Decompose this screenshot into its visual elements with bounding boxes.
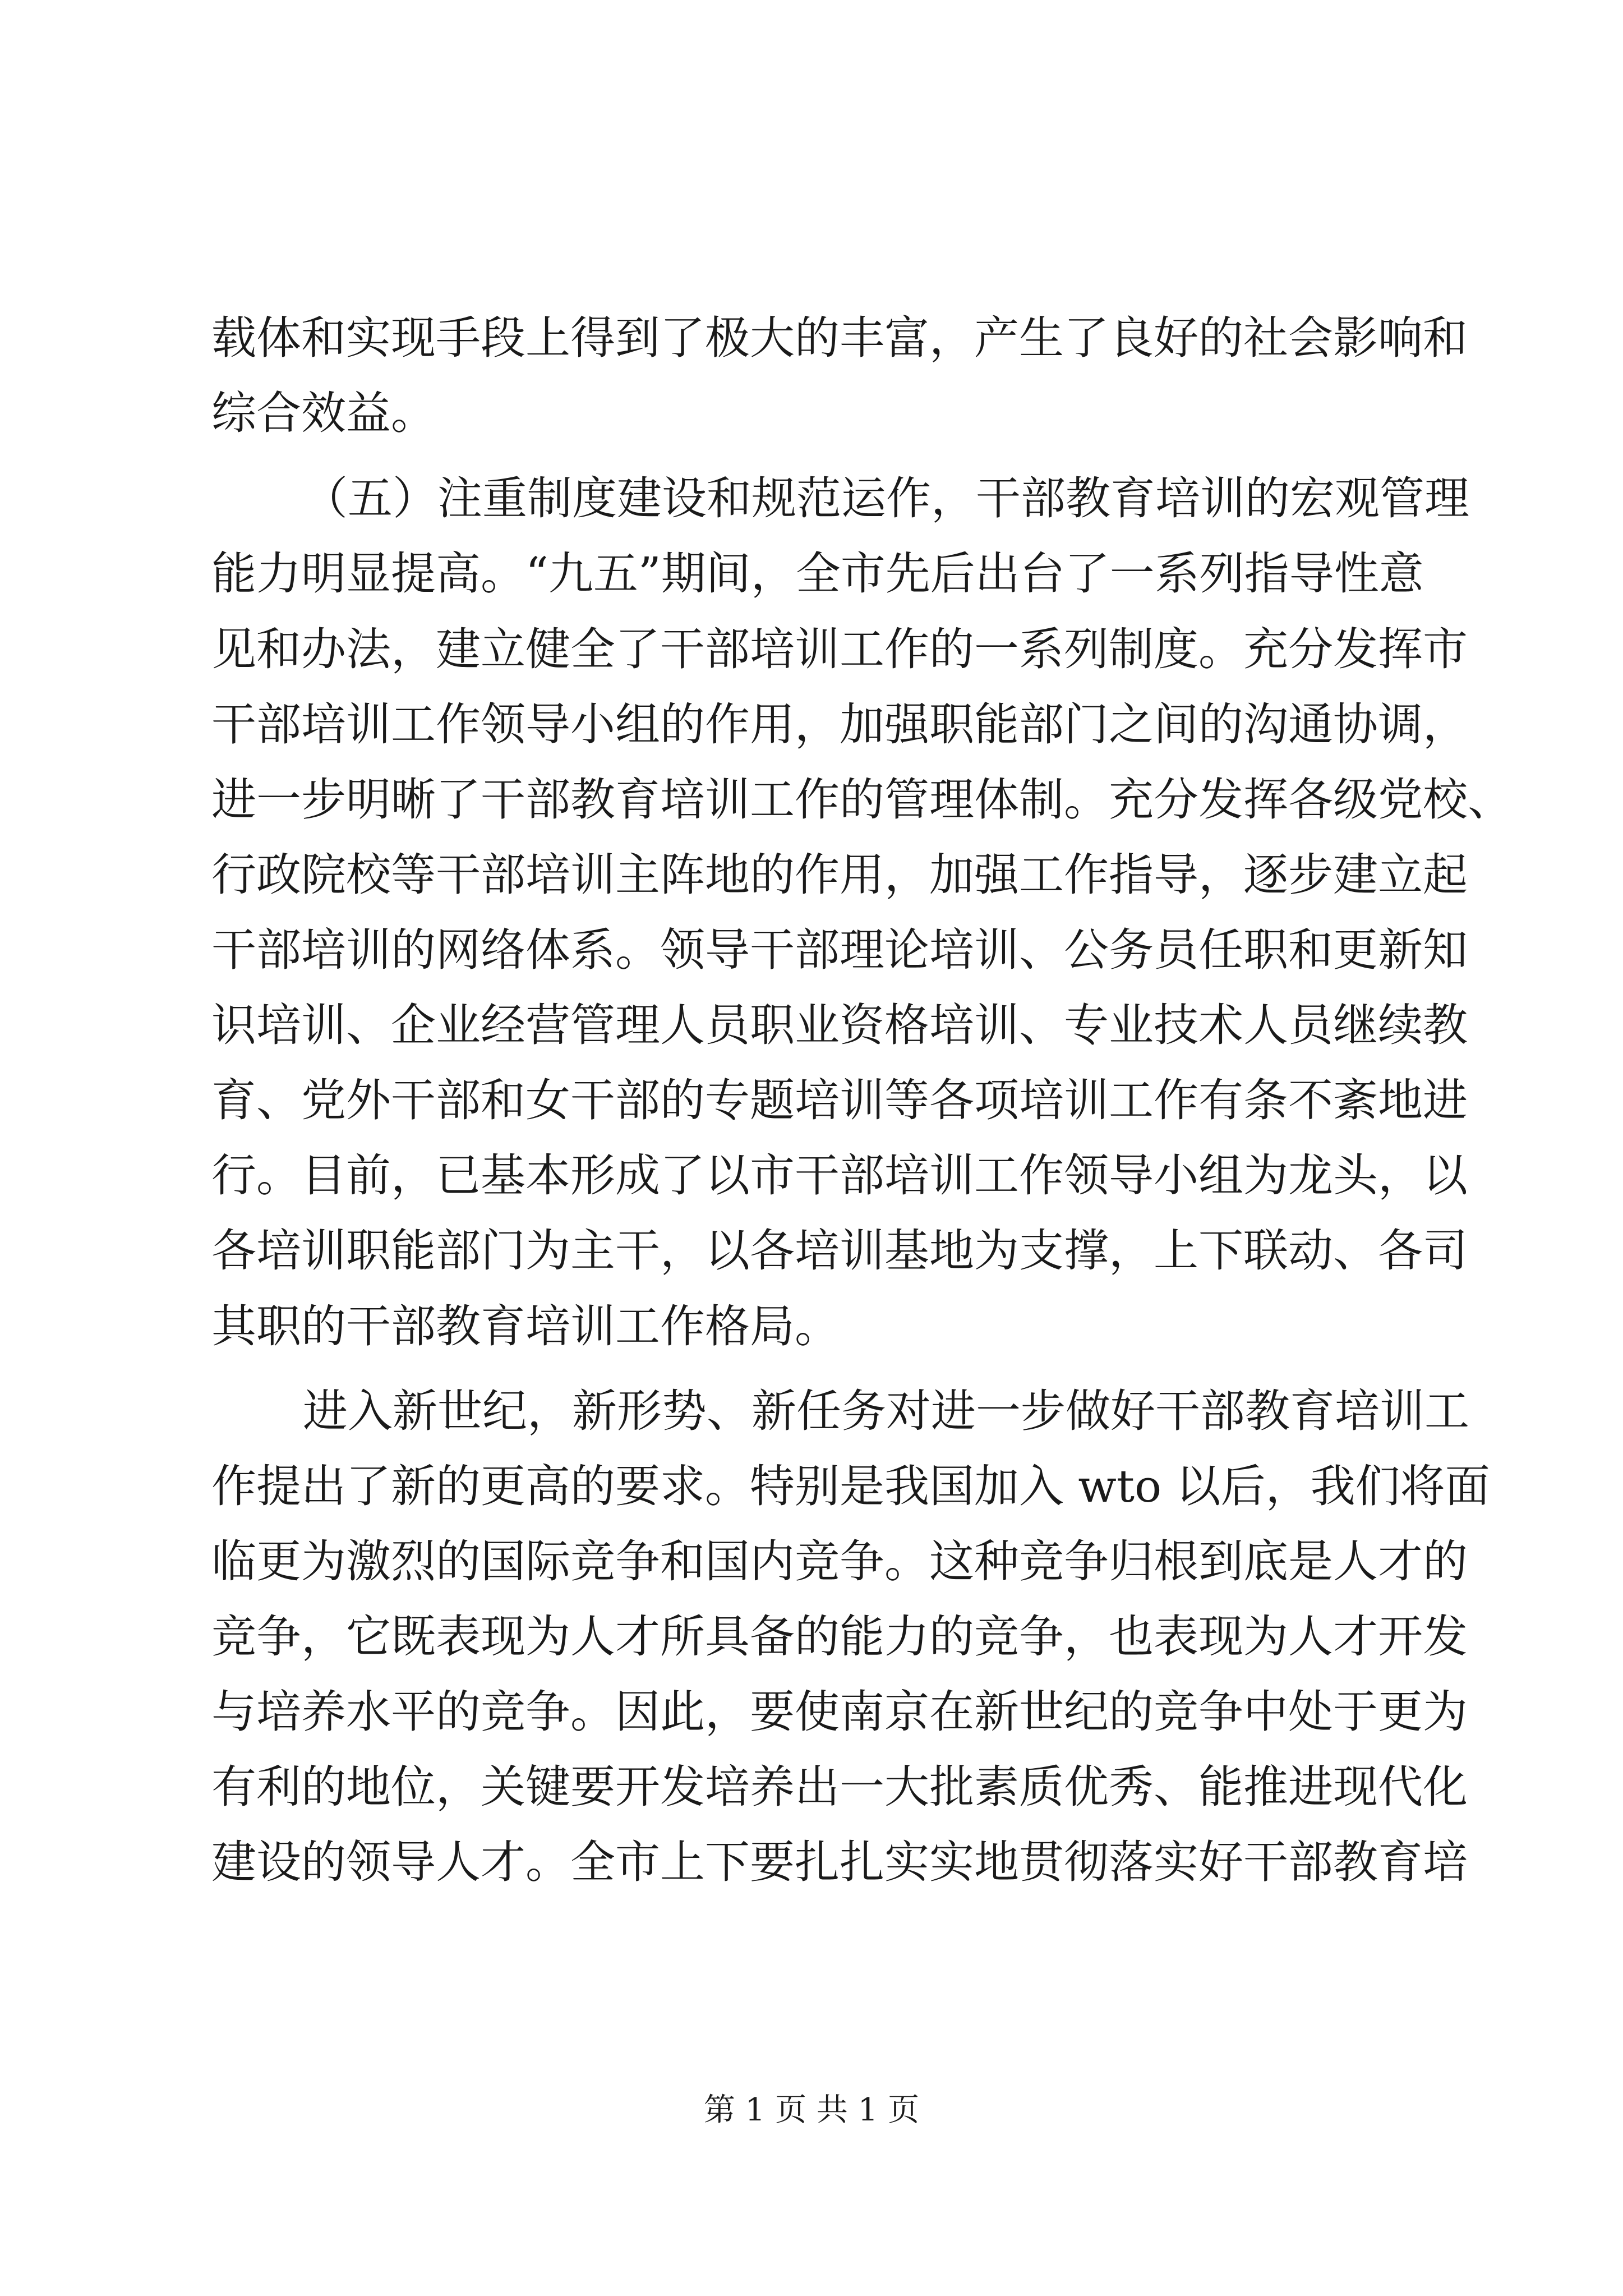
paragraph-2-line-8: 识培训、企业经营管理人员职业资格培训、专业技术人员继续教 bbox=[211, 999, 1468, 1051]
paragraph-2-line-7: 干部培训的网络体系。领导干部理论培训、公务员任职和更新知 bbox=[211, 924, 1468, 976]
page-number-footer: 第 1 页 共 1 页 bbox=[703, 2092, 920, 2128]
paragraph-2-line-5: 进一步明晰了干部教育培训工作的管理体制。充分发挥各级党校、 bbox=[211, 774, 1513, 826]
paragraph-2-line-1: （五）注重制度建设和规范运作，干部教育培训的宏观管理 bbox=[303, 472, 1469, 524]
paragraph-3-line-4: 竞争，它既表现为人才所具备的能力的竞争，也表现为人才开发 bbox=[211, 1611, 1468, 1663]
paragraph-3-line-7: 建设的领导人才。全市上下要扎扎实实地贯彻落实好干部教育培 bbox=[211, 1836, 1468, 1888]
paragraph-2-line-10: 行。目前，已基本形成了以市干部培训工作领导小组为龙头，以 bbox=[211, 1149, 1468, 1202]
paragraph-1-line-1: 载体和实现手段上得到了极大的丰富，产生了良好的社会影响和 bbox=[211, 312, 1468, 364]
paragraph-2-line-4: 干部培训工作领导小组的作用，加强职能部门之间的沟通协调， bbox=[211, 698, 1468, 751]
paragraph-3-line-2: 作提出了新的更高的要求。特别是我国加入 wto 以后，我们将面 bbox=[211, 1460, 1490, 1512]
paragraph-3-line-1: 进入新世纪，新形势、新任务对进一步做好干部教育培训工 bbox=[303, 1385, 1469, 1437]
paragraph-3-line-5: 与培养水平的竞争。因此，要使南京在新世纪的竞争中处于更为 bbox=[211, 1686, 1468, 1738]
paragraph-2-line-3: 见和办法，建立健全了干部培训工作的一系列制度。充分发挥市 bbox=[211, 623, 1468, 675]
paragraph-2-line-6: 行政院校等干部培训主阵地的作用，加强工作指导，逐步建立起 bbox=[211, 849, 1468, 901]
paragraph-2-line-12: 其职的干部教育培训工作格局。 bbox=[211, 1300, 840, 1352]
paragraph-2-line-9: 育、党外干部和女干部的专题培训等各项培训工作有条不紊地进 bbox=[211, 1074, 1468, 1126]
paragraph-3-line-6: 有利的地位，关键要开发培养出一大批素质优秀、能推进现代化 bbox=[211, 1761, 1468, 1813]
paragraph-2-line-11: 各培训职能部门为主干，以各培训基地为支撑，上下联动、各司 bbox=[211, 1225, 1468, 1277]
paragraph-1-line-2: 综合效益。 bbox=[211, 387, 436, 439]
paragraph-3-line-3: 临更为激烈的国际竞争和国内竞争。这种竞争归根到底是人才的 bbox=[211, 1535, 1468, 1588]
paragraph-2-line-2: 能力明显提高。“九五”期间，全市先后出台了一系列指导性意 bbox=[211, 547, 1424, 600]
